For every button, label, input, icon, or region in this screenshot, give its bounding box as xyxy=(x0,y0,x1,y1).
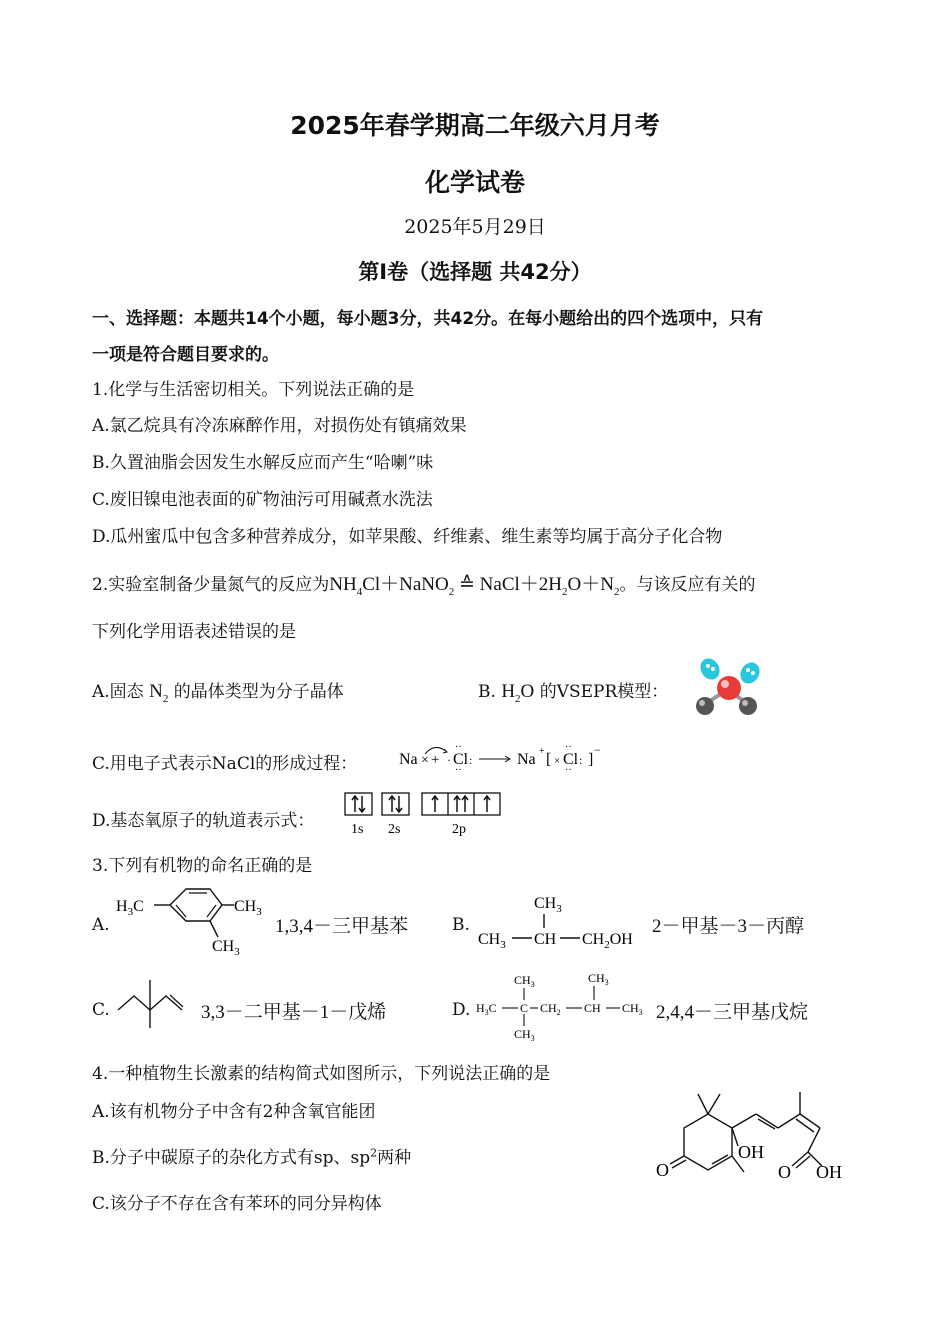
section-title: 第Ⅰ卷（选择题 共42分） xyxy=(358,260,592,284)
q2-stem-2: 下列化学用语表述错误的是 xyxy=(92,622,296,642)
q3-d-name: 2,4,4－三甲基戊烷 xyxy=(656,1002,809,1023)
svg-text:O: O xyxy=(656,1160,669,1180)
svg-text:+: + xyxy=(431,752,440,768)
plant-hormone-structure xyxy=(640,1072,860,1192)
svg-text:Cl: Cl xyxy=(563,751,579,768)
q4-option-b: B.分子中碳原子的杂化方式有sp、$sp^2$两种 xyxy=(92,1146,412,1168)
trimethylbenzene-structure xyxy=(114,875,274,955)
q3-c-name: 3,3－二甲基－1－戊烯 xyxy=(201,1002,387,1023)
svg-text:CH3: $CH_3$ xyxy=(234,898,262,918)
svg-text:+: + xyxy=(539,746,545,757)
svg-text:]: ] xyxy=(588,751,594,768)
svg-text:··: ·· xyxy=(455,742,462,753)
q2-option-d: D.基态氧原子的轨道表示式： xyxy=(92,811,315,831)
svg-text:C: C xyxy=(520,1001,529,1015)
svg-text:CH: CH xyxy=(534,931,557,948)
svg-text:CH: CH xyxy=(584,1001,601,1015)
svg-text:OH: OH xyxy=(816,1162,842,1182)
q1-option-c: C.废旧镍电池表面的矿物油污可用碱煮水洗法 xyxy=(92,490,433,510)
trimethylpentane-structure xyxy=(474,968,654,1042)
q3-c-label: C. xyxy=(92,1000,110,1020)
svg-text::: : xyxy=(579,753,583,767)
instructions-line1: 一、选择题：本题共14个小题，每小题3分，共42分。在每小题给出的四个选项中，只有 xyxy=(92,309,764,329)
svg-text:H3C: $H_3C$ xyxy=(476,1001,497,1017)
svg-text:−: − xyxy=(594,743,601,757)
svg-text:CH2OH: $CH_2OH$ xyxy=(582,931,633,950)
svg-text:·: · xyxy=(447,753,451,767)
q1-option-b: B.久置油脂会因发生水解反应而产生“哈喇”味 xyxy=(92,453,434,473)
q1-option-d: D.瓜州蜜瓜中包含多种营养成分，如苹果酸、纤维素、维生素等均属于高分子化合物 xyxy=(92,527,723,547)
q3-stem: 3.下列有机物的命名正确的是 xyxy=(92,856,313,876)
svg-text:··: ·· xyxy=(565,742,572,753)
svg-text:Cl: Cl xyxy=(453,751,469,768)
q2-option-c: C.用电子式表示NaCl的形成过程： xyxy=(92,754,358,774)
q4-option-a: A.该有机物分子中含有2种含氧官能团 xyxy=(92,1102,376,1122)
svg-text:CH3: $CH_3$ xyxy=(534,895,562,915)
q3-d-label: D. xyxy=(452,1000,471,1020)
q3-a-name: 1,3,4－三甲基苯 xyxy=(275,916,409,937)
svg-text:2s: 2s xyxy=(388,822,401,837)
svg-text:H3C: $H_3C$ xyxy=(116,898,144,918)
svg-text:CH3: $CH_3$ xyxy=(478,931,506,950)
vsepr-model-image xyxy=(692,655,766,719)
svg-text:··: ·· xyxy=(565,765,572,776)
methylpropanol-structure xyxy=(474,890,654,950)
q2-option-b: B. $H_2O$ 的VSEPR模型： xyxy=(478,681,669,705)
q3-a-label: A. xyxy=(92,915,110,935)
svg-text:1s: 1s xyxy=(351,822,364,837)
svg-text:[: [ xyxy=(546,751,552,768)
q4-stem: 4.一种植物生长激素的结构简式如图所示，下列说法正确的是 xyxy=(92,1064,551,1084)
svg-text:O: O xyxy=(778,1162,791,1182)
svg-text:CH3: $CH_3$ xyxy=(514,1027,535,1042)
svg-text:Na: Na xyxy=(399,751,418,768)
exam-date: 2025年5月29日 xyxy=(404,216,546,238)
q1-stem: 1.化学与生活密切相关。下列说法正确的是 xyxy=(92,380,415,400)
q3-b-name: 2－甲基－3－丙醇 xyxy=(652,916,805,937)
dimethylpentene-structure xyxy=(114,970,196,1032)
nacl-formation-diagram xyxy=(395,740,615,776)
subject-title: 化学试卷 xyxy=(424,168,525,197)
q2-option-a: A.固态 $N_2$ 的晶体类型为分子晶体 xyxy=(92,681,344,705)
svg-text:CH3: $CH_3$ xyxy=(514,973,535,989)
svg-text::: : xyxy=(469,753,473,767)
instructions-line2: 一项是符合题目要求的。 xyxy=(92,345,279,365)
svg-text:CH3: $CH_3$ xyxy=(212,938,240,955)
q3-b-label: B. xyxy=(452,915,470,935)
q4-option-c: C.该分子不存在含有苯环的同分异构体 xyxy=(92,1194,382,1214)
svg-text:2p: 2p xyxy=(452,822,466,837)
q2-stem: 2.实验室制备少量氮气的反应为$NH_4Cl+NaNO_2$ ≙ $NaCl+2H_2O+N_2$。与该反应有关的 xyxy=(92,574,756,598)
svg-text:Na: Na xyxy=(517,751,536,768)
q1-option-a: A.氯乙烷具有冷冻麻醉作用，对损伤处有镇痛效果 xyxy=(92,416,467,436)
svg-text:CH2: $CH_2$ xyxy=(540,1001,561,1017)
reaction-equation: $NH_4Cl+NaNO_2$ ≙ $NaCl+2H_2O+N_2$ xyxy=(329,574,620,598)
svg-text:CH3: $CH_3$ xyxy=(588,971,609,987)
exam-title: 2025年春学期高二年级六月月考 xyxy=(290,111,660,140)
svg-text:OH: OH xyxy=(738,1142,764,1162)
oxygen-orbital-diagram xyxy=(340,790,510,838)
svg-text:×: × xyxy=(421,753,429,768)
svg-text:CH3: $CH_3$ xyxy=(622,1001,643,1017)
svg-text:×: × xyxy=(554,755,561,767)
svg-text:··: ·· xyxy=(455,765,462,776)
